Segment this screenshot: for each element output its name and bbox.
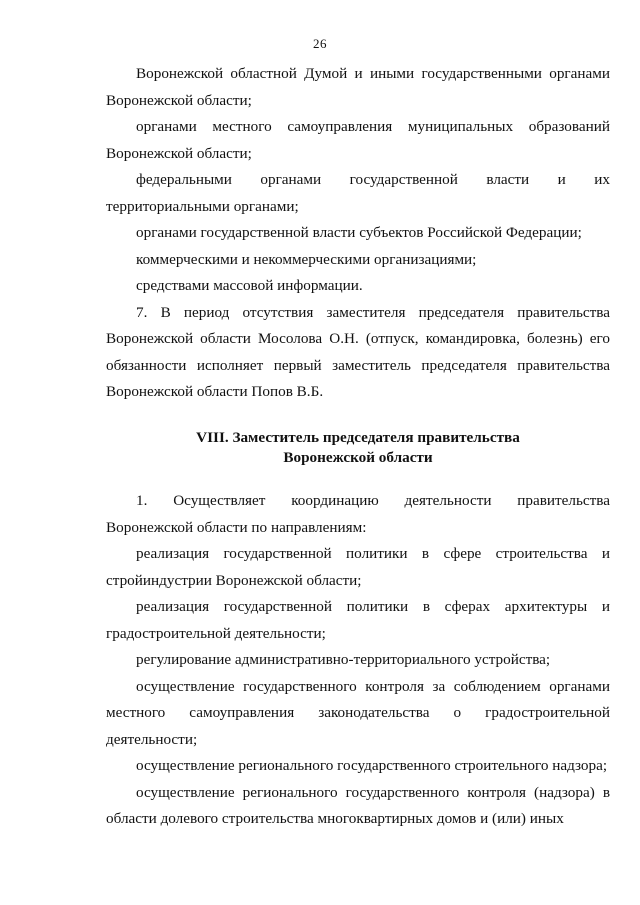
paragraph: Воронежской областной Думой и иными государственными органами Воронежской области; xyxy=(106,65,610,109)
paragraph: федеральными органами государственной власти и их территориальными органами; xyxy=(106,171,610,215)
paragraph: 7. В период отсутствия заместителя председателя правительства Воронежской области Мосолова О.Н. (отпуск, командировка, болезнь) его обязанности исполняет первый заместитель председателя правительства Воронежской области Попов В.Б. xyxy=(106,303,610,400)
paragraph: коммерческими и некоммерческими организациями; xyxy=(136,250,477,268)
paragraph: осуществление государственного контроля за соблюдением органами местного самоуправления законодательства о градостроительной деятельности; xyxy=(106,677,610,748)
paragraph: реализация государственной политики в сферах архитектуры и градостроительной деятельности; xyxy=(106,598,610,642)
text-block-bottom xyxy=(106,488,610,833)
page-number: 26 xyxy=(313,36,327,51)
paragraph: осуществление регионального государственного контроля (надзора) в области долевого строительства многоквартирных домов и (или) иных xyxy=(106,783,610,827)
paragraph: средствами массовой информации. xyxy=(136,277,363,294)
section-heading-line-2: Воронежской области xyxy=(283,449,433,466)
paragraph: 1. Осуществляет координацию деятельности правительства Воронежской области по направлениям: xyxy=(106,492,610,536)
paragraph: органами местного самоуправления муниципальных образований Воронежской области; xyxy=(106,118,610,162)
paragraph: реализация государственной политики в сфере строительства и стройиндустрии Воронежской области; xyxy=(106,545,610,589)
section-heading xyxy=(106,428,610,468)
text-block-top xyxy=(106,61,610,406)
paragraph: органами государственной власти субъектов Российской Федерации; xyxy=(136,224,582,241)
paragraph: регулирование административно-территориального устройства; xyxy=(136,651,551,668)
paragraph: осуществление регионального государственного строительного надзора; xyxy=(136,757,608,774)
section-heading-line-1: VIII. Заместитель председателя правительства xyxy=(196,429,520,446)
